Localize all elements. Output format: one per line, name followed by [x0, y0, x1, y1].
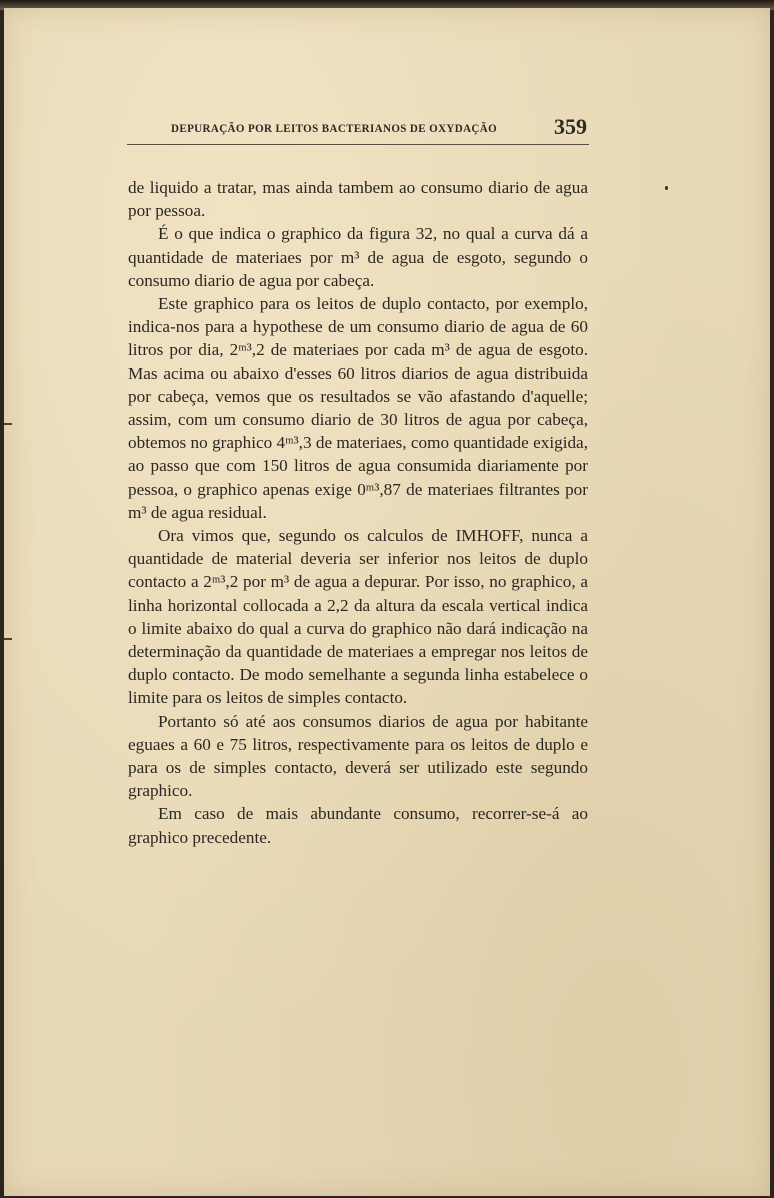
- page-number: 359: [554, 114, 587, 139]
- margin-mark: [4, 423, 12, 425]
- margin-mark: [4, 638, 12, 640]
- paragraph: Portanto só até aos consumos diarios de agua por habitante eguaes a 60 e 75 litros, respectivamente para os leitos de duplo e para os de simples contacto, deverá ser utilizado este segundo graphico.: [128, 711, 588, 801]
- paragraph: É o que indica o graphico da figura 32, no qual a curva dá a quantidade de materiaes por m³ de agua de esgoto, segundo o consumo diario de agua por cabeça.: [128, 224, 588, 290]
- paragraph: Em caso de mais abundante consumo, recorrer-se-á ao graphico precedente.: [128, 804, 588, 847]
- paragraph: Ora vimos que, segundo os calculos de IMHOFF, nunca a quantidade de material deveria ser inferior nos leitos de duplo contacto a 2ᵐ³,2 por m³ de agua a depurar. Por isso, no graphico, a linha horizontal collocada a 2,2 da altura da escala vertical indica o limite abaixo do qual a curva do graphico não dará indicação na determinação da quantidade de materiaes a empregar nos leitos de duplo contacto. De modo semelhante a segunda linha estabelece o limite para os leitos de simples contacto.: [128, 526, 588, 708]
- running-head: DEPURAÇÃO POR LEITOS BACTERIANOS DE OXYDAÇÃO: [171, 121, 498, 135]
- body-text: [128, 176, 588, 849]
- ink-speck: [665, 186, 668, 190]
- page-header: [127, 114, 589, 145]
- paragraph: Este graphico para os leitos de duplo contacto, por exemplo, indica-nos para a hypothese de um consumo diario de agua de 60 litros por dia, 2ᵐ³,2 de materiaes por cada m³ de agua de esgoto. Mas acima ou abaixo d'esses 60 litros diarios de agua distribuida por cabeça, vemos que os resultados se vão afastando d'aquelle; assim, com um consumo diario de 30 litros de agua por cabeça, obtemos no graphico 4ᵐ³,3 de materiaes, como quantidade exigida, ao passo que com 150 litros de agua consumida diariamente por pessoa, o graphico apenas exige 0ᵐ³,87 de materiaes filtrantes por m³ de agua residual.: [128, 294, 588, 522]
- paragraph: de liquido a tratar, mas ainda tambem ao consumo diario de agua por pessoa.: [128, 178, 588, 221]
